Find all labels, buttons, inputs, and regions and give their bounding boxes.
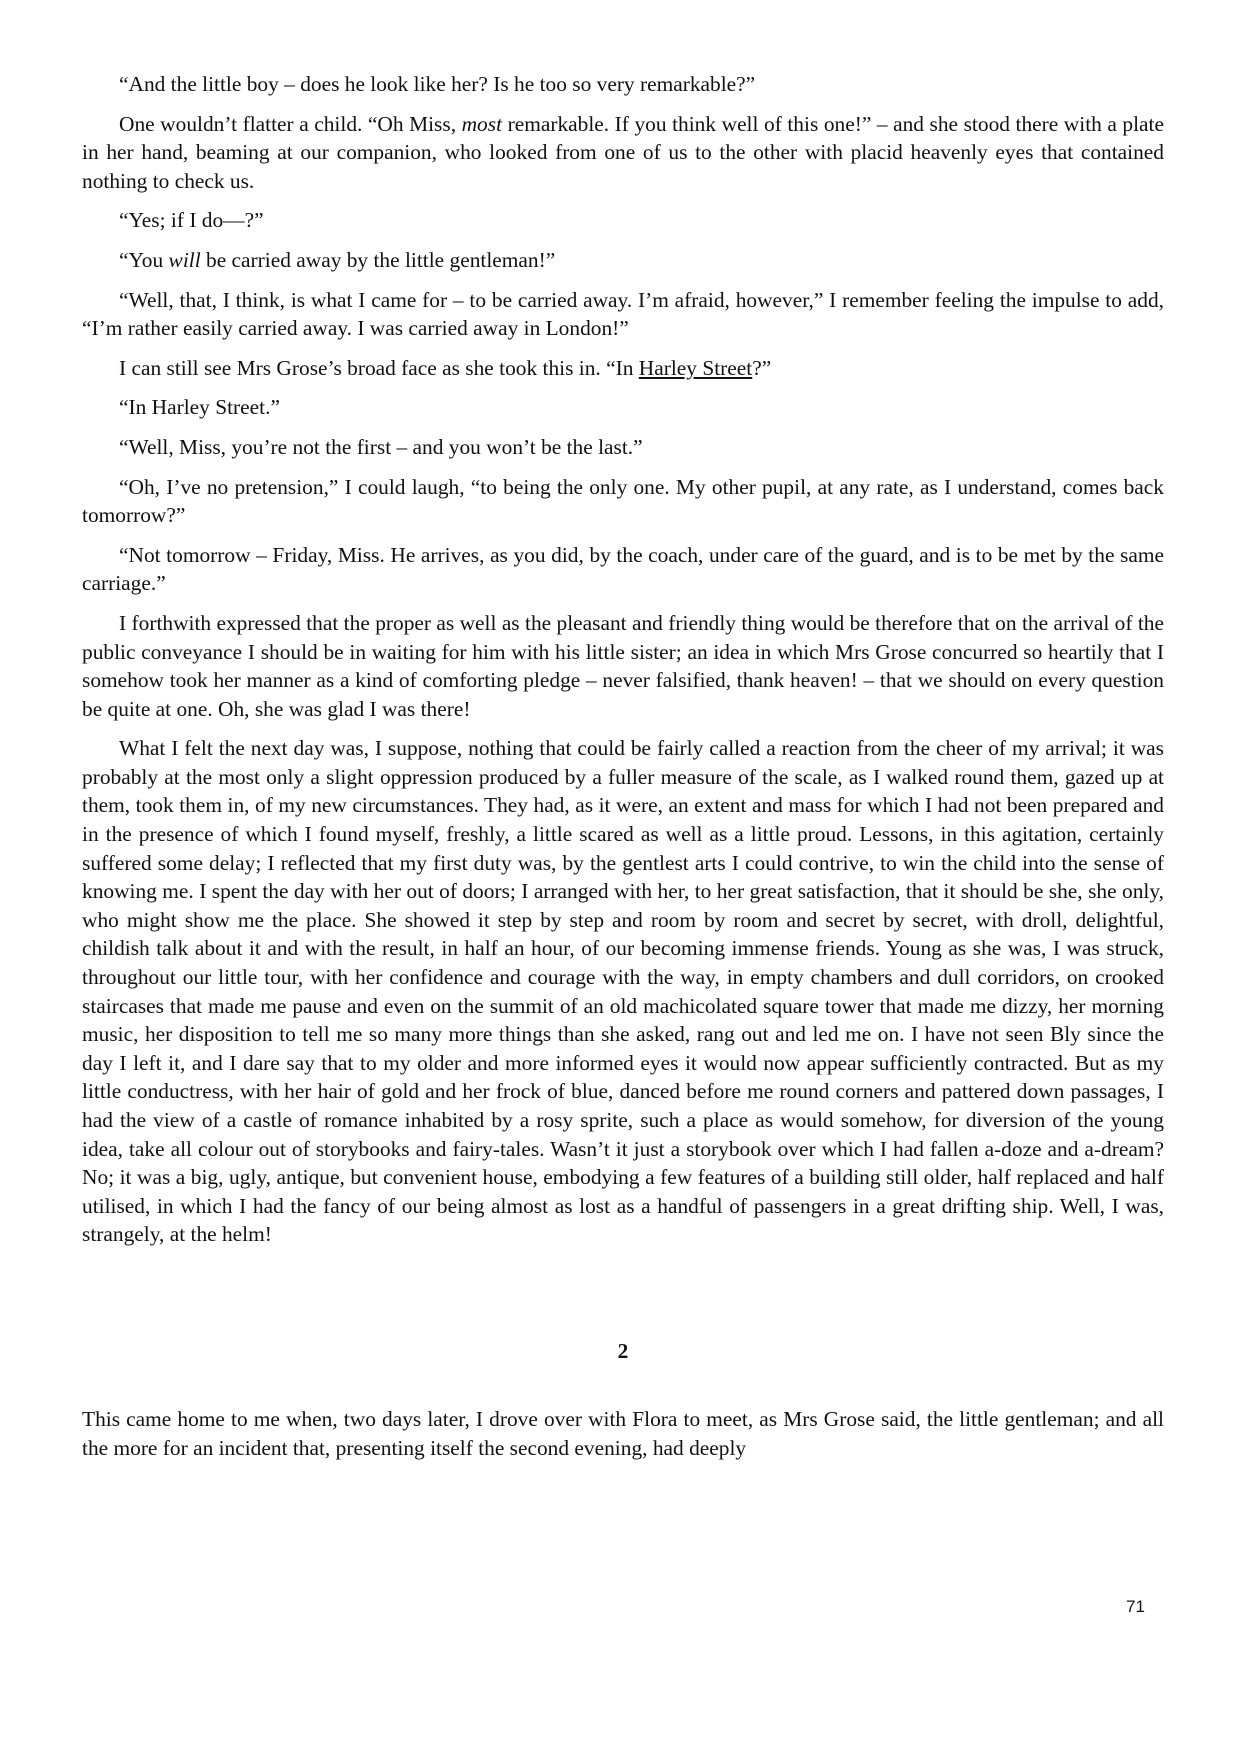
emphasis-text: will <box>168 247 201 272</box>
paragraph <box>82 206 1164 235</box>
text-run: I forthwith expressed that the proper as well as the pleasant and friendly thing would be therefore that on the arrival of the public conveyance I should be in waiting for him with his little sister; an idea in which Mrs Grose concurred so heartily that I somehow took her manner as a kind of comforting pledge – never falsified, thank heaven! – that we should on every question be quite at one. Oh, she was glad I was there! <box>82 610 1164 721</box>
chapter-opening-paragraph: This came home to me when, two days later, I drove over with Flora to meet, as Mrs Grose said, the little gentleman; and all the more for an incident that, presenting itself the second evening, had deeply <box>82 1406 1164 1460</box>
paragraph <box>82 473 1164 530</box>
paragraph <box>82 734 1164 1249</box>
text-run: “In Harley Street.” <box>119 395 280 420</box>
text-run: “Not tomorrow – Friday, Miss. He arrives, as you did, by the coach, under care of the guard, and is to be met by the same carriage.” <box>82 542 1164 596</box>
text-run: remarkable. If you think well of this one!” – and she stood there with a plate in her hand, beaming at our companion, who looked from one of us to the other with placid heavenly eyes that contained nothing to check us. <box>82 111 1164 193</box>
text-run: be carried away by the little gentleman!” <box>200 247 556 272</box>
underlined-text: Harley Street <box>638 355 753 380</box>
paragraph <box>82 286 1164 343</box>
paragraph <box>82 110 1164 196</box>
emphasis-text: most <box>461 111 503 136</box>
text-run: “Yes; if I do—?” <box>119 208 264 233</box>
text-run: “Well, Miss, you’re not the first – and you won’t be the last.” <box>119 434 643 459</box>
paragraph <box>82 609 1164 723</box>
paragraph <box>82 433 1164 462</box>
paragraph <box>82 541 1164 598</box>
text-run: “Oh, I’ve no pretension,” I could laugh, “to being the only one. My other pupil, at any rate, as I understand, comes back tomorrow?” <box>82 474 1164 528</box>
chapter-number: 2 <box>617 1338 629 1363</box>
page-number: 71 <box>1126 1597 1145 1616</box>
paragraph <box>82 70 1164 99</box>
paragraph <box>82 354 1164 383</box>
text-run: “And the little boy – does he look like her? Is he too so very remarkable?” <box>119 72 756 96</box>
text-run: “Well, that, I think, is what I came for – to be carried away. I’m afraid, however,” I remember feeling the impulse to add, “I’m rather easily carried away. I was carried away in London!” <box>82 287 1164 341</box>
text-run: ?” <box>752 355 772 380</box>
text-body <box>82 70 1164 1249</box>
text-run: One wouldn’t flatter a child. “Oh Miss, <box>119 111 462 136</box>
text-run: What I felt the next day was, I suppose, nothing that could be fairly called a reaction from the cheer of my arrival; it was probably at the most only a slight oppression produced by a fuller measure of the scale, as I walked round them, gazed up at them, took them in, of my new circumstances. They had, as it were, an extent and mass for which I had not been prepared and in the presence of which I found myself, freshly, a little scared as well as a little proud. Lessons, in this agitation, certainly suffered some delay; I reflected that my first duty was, by the gentlest arts I could contrive, to win the child into the sense of knowing me. I spent the day with her out of doors; I arranged with her, to her great satisfaction, that it should be she, she only, who might show me the place. She showed it step by step and room by room and secret by secret, with droll, delightful, childish talk about it and with the result, in half an hour, of our becoming immense friends. Young as she was, I was struck, throughout our little tour, with her confidence and courage with the way, in empty chambers and dull corridors, on crooked staircases that made me pause and even on the summit of an old machicolated square tower that made me dizzy, her morning music, her disposition to tell me so many more things than she asked, rang out and led me on. I have not seen Bly since the day I left it, and I dare say that to my older and more informed eyes it would now appear sufficiently contracted. But as my little conductress, with her hair of gold and her frock of blue, danced before me round corners and pattered down passages, I had the view of a castle of romance inhabited by a rosy sprite, such a place as would somehow, for diversion of the young idea, take all colour out of storybooks and fairy-tales. Wasn’t it just a storybook over which I had fallen a-doze and a-dream? No; it was a big, ugly, antique, but convenient house, embodying a few features of a building still older, half replaced and half utilised, in which I had the fancy of our being almost as lost as a handful of passengers in a great drifting ship. Well, I was, strangely, at the helm! <box>82 736 1164 1247</box>
text-run: I can still see Mrs Grose’s broad face as she took this in. “In <box>119 355 639 380</box>
page-body <box>82 70 1164 1473</box>
paragraph <box>82 246 1164 275</box>
text-run: “You <box>119 247 169 272</box>
paragraph <box>82 393 1164 422</box>
